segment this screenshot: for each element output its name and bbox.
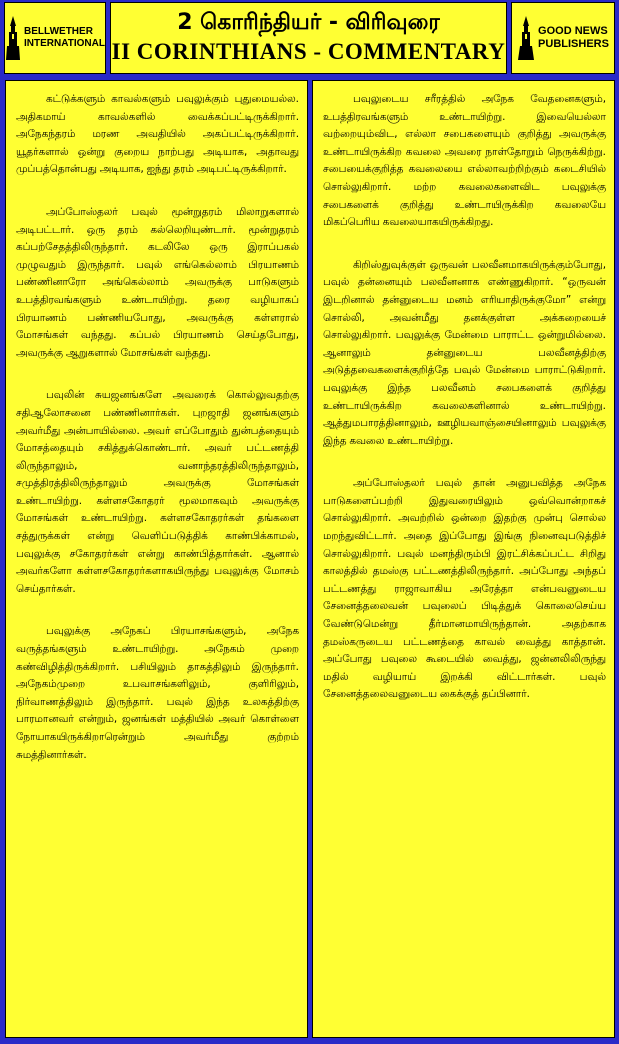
paragraph: அப்போஸ்தலர் பவுல் தான் அனுபவித்த அநேக பாடுகளைப்பற்றி இதுவரையிலும் ஒவ்வொன்றாகச் சொல்லுகிறார். அவற்றில் ஒன்றை இதற்கு முன்பு சொல்ல மறந்துவிட்டார். அதை இப்போது இங்கு நினைவுபடுத்திச் சொல்லுகிறார். பவுல் மனந்திரும்பி இரட்சிக்கப்பட்ட சிறிது காலத்தில் தமஸ்கு பட்டணத்திலிருந்தார். அப்போது அந்தப் பட்டணத்து ராஜாவாகிய அரேத்தா என்பவனுடைய சேனைத்தலைவன் பவுலைப் பிடித்துக் கொலைசெய்ய வேண்டுமென்று தீர்மானமாயிருந்தான். அதற்காக தமஸ்கருடைய பட்டணத்தை காவல் வைத்து காத்தான். அப்போது பவுலை கூடையில் வைத்து, ஜன்னலிலிருந்து மதில் வழியாய் இறக்கி விட்டார்கள். பவுல் சேனைத்தலைவனுடைய கைக்குத் தப்பினார். (323, 477, 606, 701)
paragraph: கட்டுக்களும் காவல்களும் பவுலுக்கும் புதுமையல்ல. அதிகமாய் காவல்களில் வைக்கப்பட்டிருக்கிறார். அநேகந்தரம் மரண அவதியில் அகப்பட்டிருக்கிறார். யூதர்களால் ஒன்று குறைய நாற்பது அடியாக, அதாவது முப்பத்தொன்பது அடியாக, ஐந்து தரம் அடிபட்டிருக்கிறார். (16, 93, 299, 176)
title-tamil: 2 கொரிந்தியர் - விரிவுரை (177, 10, 440, 35)
title-banner (110, 2, 507, 74)
left-column (5, 80, 308, 1038)
title-english: II CORINTHIANS - COMMENTARY (111, 39, 506, 64)
logo-left-line2: INTERNATIONAL (24, 38, 105, 49)
good-news-publishers-logo (511, 2, 615, 74)
paragraph: கிறிஸ்துவுக்குள் ஒருவன் பலவீனமாகயிருக்கும்போது, பவுல் தன்னையும் பலவீனனாக எண்ணுகிறார். “ஒருவன் இடறினால் தன்னுடைய மனம் எரியாதிருக்குமோ” என்று சொல்லி, அவன்மீது தனக்குள்ள அக்கறையைச் சொல்லுகிறார். பவுலுக்கு மேன்மை பாராட்ட ஒன்றுமில்லை. ஆனாலும் தன்னுடைய பலவீனத்திற்கு அடுத்தவைகளைக்குறித்தே பவுல் மேன்மை பாராட்டுகிறார். பவுலுக்கு இந்த பலவீனம் சபைகளைக் குறித்து உண்டாயிருக்கிற கவலைகளினால் உண்டாயிற்று. ஆத்துமபாரத்தினாலும், ஊழியவாஞ்சையினாலும் பவுலுக்கு இந்த கவலை உண்டாயிற்று. (323, 258, 606, 447)
tower-icon (517, 16, 535, 60)
bellwether-logo (4, 2, 106, 74)
logo-right-line1: GOOD NEWS (538, 25, 608, 37)
logo-right-line2: PUBLISHERS (538, 38, 609, 50)
page-header (2, 2, 617, 76)
paragraph: பவுலின் சுயஜனங்களே அவரைக் கொல்லுவதற்கு சதிஆலோசனை பண்ணினார்கள். புறஜாதி ஜனங்களும் அவர்மீது அன்பாயில்லை. அவர் எப்போதும் துன்பத்தையும் மோசத்தையும் சகித்துக்கொண்டார். அவர் பட்டணத்தி லிருந்தாலும், வனாந்தரத்திலிருந்தாலும், சமுத்திரத்திலிருந்தாலும் அவருக்கு மோசங்கள் உண்டாயிற்று. கள்ளசகோதரர் மூலமாகவும் அவருக்கு மோசங்கள் உண்டாயிற்று. கள்ளசகோதரர்கள் தங்களை சத்துருக்கள் என்று வெளிப்படுத்திக் காண்பிக்காமல், பவுலுக்கு சகோதரர்கள் என்று காண்பித்தார்கள். ஆனால் அவர்களோ கள்ளசகோதரர்களாகயிருந்து பவுலுக்கு மோசம் செய்தார்கள். (16, 389, 299, 595)
paragraph: அப்போஸ்தலர் பவுல் மூன்றுதரம் மிலாறுகளால் அடிபட்டார். ஒரு தரம் கல்லெறியுண்டார். மூன்றுதரம் கப்பற்சேதத்திலிருந்தார். கடலிலே ஒரு இராப்பகல் முழுவதும் இருந்தார். பவுல் எங்கெல்லாம் பிரயாணம் பண்ணினாரோ அங்கெல்லாம் அவருக்கு பாடுகளும் உபத்திரவங்களும் உண்டாயிற்று. தரை வழியாகப் பிரயாணம் பண்ணியபோது, அவருக்கு கள்ளரால் மோசங்கள் வந்தது. கப்பல் பிரயாணம் செய்தபோது, அவருக்கு ஆறுகளால் மோசங்கள் வந்தது. (16, 205, 299, 359)
logo-left-line1: BELLWETHER (24, 26, 93, 37)
right-column (312, 80, 615, 1038)
paragraph: பவுலுக்கு அநேகப் பிரயாசங்களும், அநேக வருத்தங்களும் உண்டாயிற்று. அநேகம் முறை கண்விழித்திருக்கிறார். பசியிலும் தாகத்திலும் இருந்தார். அநேகம்முறை உபவாசங்களிலும், குளிரிலும், நிர்வாணத்திலும் இருந்தார். பவுல் இந்த உலகத்திற்கு பாரமானவர் என்றும், ஜனங்கள் மத்தியில் அவர் கொள்ளை நோயாகயிருக்கிறாரென்றும் அவர்மீது குற்றம் சுமத்தினார்கள். (16, 625, 299, 761)
paragraph: பவுலுடைய சரீரத்தில் அநேக வேதனைகளும், உபத்திரவங்களும் உண்டாயிற்று. இவையெல்லா வற்றையும்விட, எல்லா சபைகளையும் குறித்து அவருக்கு உண்டாயிருக்கிற கவலை அவரை நாள்தோறும் நெருக்கிற்று. சபையைக்குறித்த கவலையை எல்லாவற்றிற்கும் கடைசியில் சொல்லுகிறார். மற்ற கவலைகளைவிட பவுலுக்கு சபைகளைக் குறித்து உண்டாயிருக்கிற கவலையே மிகப்பெரிய கவலையாகயிருக்கிறது. (323, 93, 606, 229)
bell-tower-icon (5, 16, 21, 60)
